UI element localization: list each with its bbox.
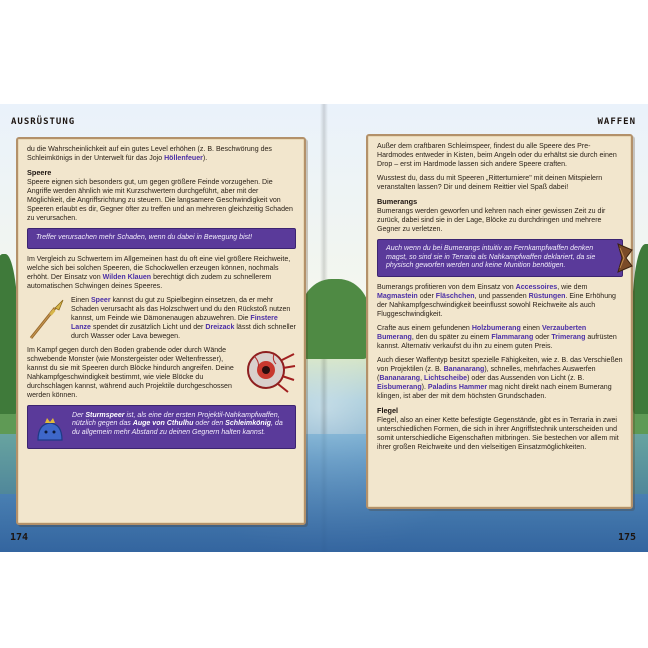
text-run: ). <box>202 155 208 162</box>
text-run: Auch dieser Waffentyp besitzt spezielle Fähigkeiten, wie z. B. das Verschießen von Projektilen (z. B. <box>377 356 623 373</box>
highlighted-term: Flammarang <box>491 333 534 341</box>
text-run: Im Vergleich zu Schwertern im Allgemeinen hast du oft eine viel größere Reichweite, welche sich bei solchen Speeren, die Schockwellen erzeugen können, nochmals erhöht. Der Einsatz von <box>27 255 291 281</box>
tip-callout <box>27 405 296 449</box>
highlighted-term: Höllenfeuer <box>164 155 203 162</box>
boomerang-icon <box>614 242 636 274</box>
bumerangs-paragraph <box>377 283 623 319</box>
text-run: , da du allgemein mehr Abstand zu deinen Gegnern halten kannst. <box>72 420 283 436</box>
callout-text: Auch wenn du bei Bumerangs intuitiv an Fernkampfwaffen denken magst, so sind sie in Terraria als Nahkampfwaffen deklariert, da sie physisch geworfen werden und keine Munition benötigen. <box>386 245 596 270</box>
text-run: Bumerangs profitieren von dem Einsatz von <box>377 283 516 291</box>
highlighted-term: Lichtscheibe <box>424 374 468 382</box>
speere-paragraph <box>27 296 296 341</box>
text-run: ), schnelles, mehrfaches Auswerfen ( <box>377 365 596 382</box>
spear-icon <box>27 298 65 342</box>
highlighted-term: Eisbumerang <box>377 383 422 391</box>
highlighted-term: Bananarang <box>379 374 421 382</box>
text-run: Einen <box>71 296 91 304</box>
callout-text <box>72 412 287 438</box>
highlighted-term: Sturmspeer <box>85 411 125 419</box>
highlighted-term: Trimerang <box>551 333 586 341</box>
page-number: 174 <box>10 532 29 543</box>
text-run: oder den <box>193 420 226 428</box>
bumerangs-paragraph: Bumerangs werden geworfen und kehren nach einer gewissen Zeit zu dir zurück, dabei sind sie in der Lage, Blöcke zu durchdringen und mehrere Gegner zu verletzen. <box>377 208 606 233</box>
highlighted-term: Schleimkönig <box>225 420 271 428</box>
tip-callout: Treffer verursachen mehr Schaden, wenn du dabei in Bewegung bist! <box>27 228 296 249</box>
speere-paragraph: Im Kampf gegen durch den Boden grabende oder durch Wände schwebende Monster (wie Monstergeister oder Weltenfresser), kannst du sie mit Speeren durch Blöcke hindurch angreifen. Deine Nahkampfgeschwindigkeit bestimmt, wie viele Blöcke du durchschlagen kannst, während auch Projektile durchgeschossen werden können. <box>27 346 234 399</box>
text-run: berechtigt dich zudem zu schnellerem automatischen Schwingen deines Speeres. <box>27 273 272 290</box>
highlighted-term: Accessoires <box>515 283 558 291</box>
text-run: spendet dir zusätzlich Licht und der <box>90 323 206 331</box>
highlighted-term: Verzauberten Bumerang <box>377 324 587 341</box>
flegel-heading: Flegel <box>377 405 399 415</box>
highlighted-term: Auge von Cthulhu <box>132 420 194 428</box>
eye-of-cthulhu-icon <box>244 346 296 396</box>
highlighted-term: Paladins Hammer <box>427 383 488 391</box>
highlighted-term: Bananarang <box>443 365 485 373</box>
tip-callout <box>377 239 623 277</box>
section-title: WAFFEN <box>597 117 636 127</box>
highlighted-term: Magmastein <box>377 292 418 300</box>
text-run: , und passenden <box>474 292 529 300</box>
text-run: , den du später zu einem <box>411 333 492 341</box>
speere-heading: Speere <box>27 168 52 177</box>
text-run: Der <box>72 411 86 419</box>
highlighted-term: Fläschchen <box>435 292 475 300</box>
page-number: 175 <box>617 532 636 543</box>
text-run: . Eine Erhöhung der Nahkampfgeschwindigkeit beeinflusst sowohl Reichweite als auch Fluggeschwindigkeit. <box>377 292 616 318</box>
text-run: einen <box>520 324 542 332</box>
background-tree <box>300 279 370 359</box>
highlighted-term: Wilden Klauen <box>102 273 152 281</box>
text-run: Crafte aus einem gefundenen <box>377 324 472 332</box>
text-run: , wie dem <box>557 283 588 291</box>
bumerangs-paragraph <box>377 324 623 351</box>
highlighted-term: Rüstungen <box>528 292 566 300</box>
text-run: , <box>420 374 425 382</box>
speere-paragraph: Außer dem craftbaren Schleimspeer, findest du alle Speere des Pre-Hardmodes entweder in Kisten, beim Angeln oder du erhältst sie durch einen Drop – erst im Hardmode lassen sich andere Speere craften. <box>377 143 617 168</box>
speere-paragraph: Wusstest du, dass du mit Speeren „Ritterturniere" mit deinen Mitspielern veranstalten lassen? Dir und deinem Reittier viel Spaß dabei! <box>377 175 603 191</box>
right-text-panel <box>366 134 633 509</box>
section-title: AUSRÜSTUNG <box>11 117 76 127</box>
highlighted-term: Finstere Lanze <box>71 314 278 331</box>
flegel-paragraph: Flegel, also an einer Kette befestigte Gegenstände, gibt es in Terraria in zwei unterschiedlichen Formen, die sich in ihrer Angriffstechnik unterscheiden und somit unterschiedliche Eigenschaften mitbringen. Sie bestechen vor allem mit ihrer großen Reichweite und den vielseitigen Einsatzmöglichkeiten. <box>377 416 619 451</box>
text-run: oder <box>417 292 436 300</box>
king-slime-icon <box>36 418 64 442</box>
highlighted-term: Dreizack <box>205 323 235 331</box>
book-spread <box>0 104 648 552</box>
text-run: kannst du gut zu Spielbeginn einsetzen, da er mehr Schaden verursacht als das Holzschwert und du den Rückstoß nutzen kannst, um Feinde wie Dämonenaugen abzuwehren. Die <box>71 296 291 322</box>
text-run: ist, als eine der ersten Projektil-Nahkampfwaffen, nützlich gegen das <box>72 411 280 428</box>
text-run: lässt dich schneller durch Wasser oder Lava bewegen. <box>71 323 296 340</box>
text-run: du die Wahrscheinlichkeit auf ein gutes Level erhöhen (z. B. Beschwörung des Schleimkönigs in der Unterwelt für das Jojo <box>27 146 272 162</box>
bumerangs-heading: Bumerangs <box>377 197 418 206</box>
highlighted-term: Holzbumerang <box>471 324 521 332</box>
text-run: ). <box>421 383 428 391</box>
highlighted-term: Speer <box>90 296 111 304</box>
text-run: aufrüsten kannst. Alternativ verkaufst du ihn zu einem guten Preis. <box>377 333 617 350</box>
speere-paragraph <box>27 255 296 291</box>
text-run: oder <box>533 333 552 341</box>
text-run: ) oder das Aussenden von Licht (z. B. <box>467 374 585 382</box>
bumerangs-paragraph <box>377 356 623 401</box>
speere-paragraph: Speere eignen sich besonders gut, um gegen größere Feinde vorzugehen. Die Angriffe werden ähnlich wie mit Kurzschwertern durchgeführt, aber mit der Möglichkeit, die Angriffsrichtung zu steuern. Die langsamere Geschwindigkeit von Speeren erlaubt es dir, Gegner öfter zu treffen und an mehreren gleichzeitig Schaden zu verursachen. <box>27 179 293 222</box>
left-text-panel <box>16 137 306 525</box>
text-run: mag nicht direkt nach einem Bumerang klingen, ist aber der mit dem höchsten Grundschaden. <box>377 383 612 400</box>
intro-paragraph <box>27 145 296 163</box>
